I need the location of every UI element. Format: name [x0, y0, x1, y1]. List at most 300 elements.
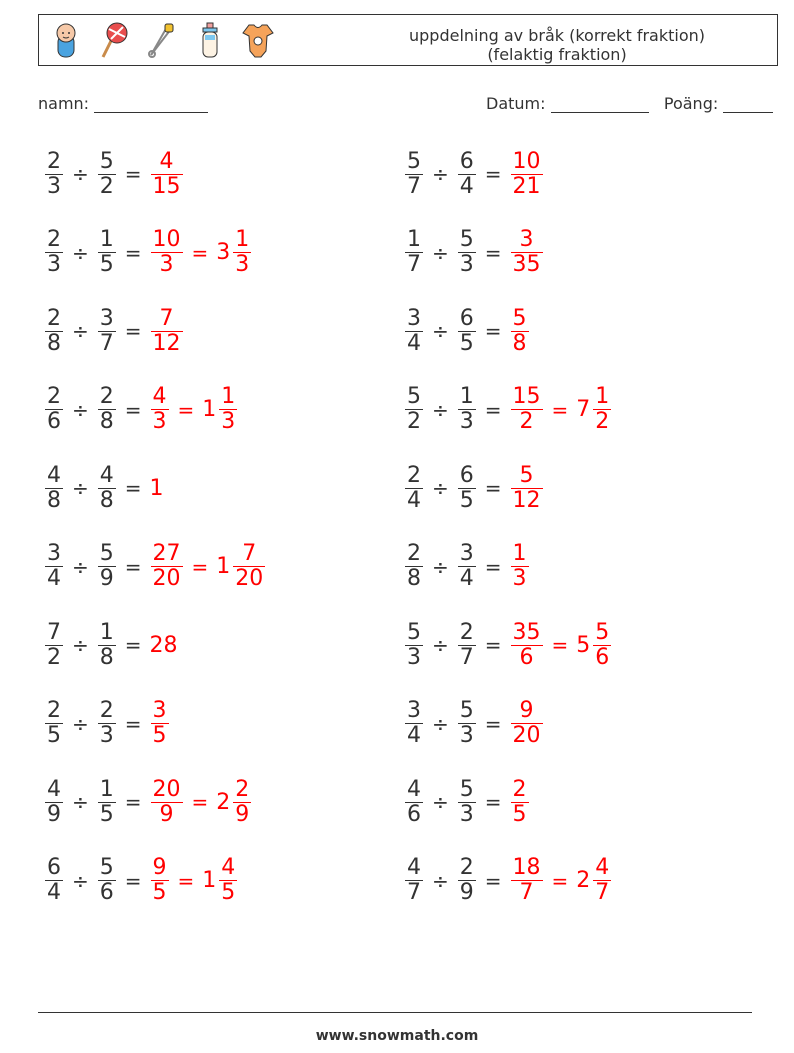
answer	[150, 385, 239, 434]
numerator: 5	[459, 227, 474, 252]
numerator: 3	[47, 541, 61, 566]
numerator: 5	[407, 619, 421, 645]
denominator: 5	[152, 880, 167, 905]
denominator: 6	[47, 409, 61, 434]
answer	[510, 542, 530, 591]
score-label: Poäng:	[663, 94, 719, 113]
denominator: 5	[99, 252, 114, 277]
dividend-fraction	[45, 464, 63, 513]
answer	[510, 778, 530, 827]
dividend-fraction	[45, 621, 63, 670]
divide-sign: ÷	[432, 711, 449, 736]
numerator: 3	[459, 541, 474, 566]
answer-whole: 28	[149, 632, 178, 658]
safety-pin-icon	[145, 21, 179, 59]
divisor-fraction	[458, 464, 476, 513]
divide-sign: ÷	[72, 397, 89, 422]
numerator: 5	[99, 541, 114, 566]
denominator: 5	[99, 801, 114, 827]
numerator: 5	[99, 855, 114, 880]
answer	[510, 228, 544, 277]
dividend-fraction	[405, 307, 423, 356]
dividend-fraction	[45, 385, 63, 434]
answer	[510, 621, 613, 670]
answer-fraction	[511, 621, 543, 670]
equals-sign: =	[124, 162, 142, 186]
denominator: 3	[99, 723, 114, 748]
answer	[150, 150, 184, 199]
score-line[interactable]	[723, 96, 773, 113]
answer-fraction	[511, 150, 543, 199]
dividend-fraction	[405, 385, 423, 434]
name-label: namn:	[38, 94, 90, 113]
divisor-fraction	[458, 542, 476, 591]
divisor-fraction	[458, 150, 476, 199]
numerator: 5	[407, 384, 421, 409]
denominator: 9	[47, 801, 61, 827]
answer	[150, 307, 184, 356]
footer-url: www.snowmath.com	[315, 1028, 479, 1044]
denominator: 7	[519, 880, 534, 905]
problem-row	[44, 770, 252, 834]
divide-sign: ÷	[432, 633, 449, 657]
denominator: 35	[512, 252, 541, 277]
mixed-fraction	[233, 778, 251, 827]
answer-fraction	[511, 699, 543, 748]
numerator: 3	[519, 227, 534, 252]
numerator: 4	[47, 462, 61, 488]
equals-sign: =	[124, 397, 142, 422]
divisor-fraction	[98, 856, 116, 905]
denominator: 3	[152, 409, 167, 434]
dividend-fraction	[405, 542, 423, 591]
denominator: 6	[407, 801, 421, 827]
numerator: 2	[99, 384, 114, 409]
numerator: 3	[407, 698, 421, 723]
denominator: 9	[459, 880, 474, 905]
divide-sign: ÷	[432, 554, 449, 579]
divisor-fraction	[458, 778, 476, 827]
numerator: 2	[47, 305, 61, 331]
denominator: 4	[407, 723, 421, 748]
denominator: 9	[99, 566, 114, 591]
denominator: 9	[235, 801, 250, 827]
answer	[150, 228, 253, 277]
divide-sign: ÷	[432, 319, 449, 343]
numerator: 2	[235, 776, 250, 802]
numerator: 35	[512, 619, 541, 645]
answer	[150, 856, 239, 905]
divide-sign: ÷	[72, 162, 89, 186]
answer	[510, 307, 530, 356]
answer-equals-sign: =	[551, 633, 569, 657]
denominator: 6	[595, 644, 610, 670]
numerator: 2	[47, 384, 61, 409]
answer	[150, 778, 253, 827]
answer-equals-sign: =	[177, 397, 195, 422]
denominator: 2	[99, 173, 114, 199]
numerator: 9	[152, 855, 167, 880]
problem-row	[404, 456, 544, 520]
answer-whole: 1	[149, 475, 164, 501]
divide-sign: ÷	[432, 868, 449, 893]
denominator: 3	[512, 566, 527, 591]
numerator: 2	[407, 541, 421, 566]
numerator: 15	[512, 384, 541, 409]
denominator: 5	[512, 801, 527, 827]
numerator: 7	[242, 541, 257, 566]
numerator: 1	[407, 227, 421, 252]
numerator: 7	[47, 619, 61, 645]
dividend-fraction	[45, 542, 63, 591]
divisor-fraction	[98, 699, 116, 748]
answer	[150, 476, 164, 501]
lollipop-icon	[97, 21, 131, 59]
denominator: 6	[99, 880, 114, 905]
denominator: 2	[519, 409, 534, 434]
numerator: 2	[47, 227, 61, 252]
date-field[interactable]	[486, 94, 773, 113]
divisor-fraction	[458, 856, 476, 905]
mixed-fraction	[219, 856, 237, 905]
numerator: 5	[407, 148, 421, 174]
denominator: 20	[235, 566, 264, 591]
divisor-fraction	[98, 307, 116, 356]
problem-row	[404, 770, 530, 834]
denominator: 8	[99, 644, 114, 670]
numerator: 5	[459, 776, 474, 802]
numerator: 1	[235, 227, 250, 252]
numerator: 2	[512, 776, 527, 802]
dividend-fraction	[45, 228, 63, 277]
numerator: 6	[459, 462, 474, 488]
numerator: 4	[407, 855, 421, 880]
numerator: 9	[519, 698, 534, 723]
answer-fraction	[151, 778, 183, 827]
denominator: 12	[152, 330, 181, 356]
numerator: 4	[159, 148, 174, 174]
answer-fraction	[151, 699, 169, 748]
equals-sign: =	[124, 868, 142, 893]
numerator: 2	[407, 462, 421, 488]
denominator: 3	[459, 723, 474, 748]
answer-fraction	[151, 542, 183, 591]
denominator: 3	[235, 252, 250, 277]
divide-sign: ÷	[72, 554, 89, 579]
date-line[interactable]	[551, 96, 649, 113]
divisor-fraction	[458, 228, 476, 277]
divide-sign: ÷	[72, 240, 89, 265]
dividend-fraction	[405, 699, 423, 748]
equals-sign: =	[484, 319, 502, 343]
answer-equals-sign: =	[551, 868, 569, 893]
answer-fraction	[511, 542, 529, 591]
answer	[510, 856, 613, 905]
denominator: 3	[407, 644, 421, 670]
equals-sign: =	[484, 397, 502, 422]
divisor-fraction	[458, 307, 476, 356]
mixed-whole: 1	[202, 397, 217, 422]
denominator: 8	[47, 487, 61, 513]
title-line-2: (felaktig fraktion)	[487, 45, 627, 64]
denominator: 2	[595, 409, 610, 434]
mixed-whole: 2	[576, 868, 591, 893]
divisor-fraction	[98, 150, 116, 199]
mixed-whole: 2	[216, 789, 231, 815]
problem-row	[404, 535, 530, 599]
numerator: 4	[595, 855, 610, 880]
numerator: 4	[407, 776, 421, 802]
numerator: 2	[47, 148, 61, 174]
problem-row	[404, 142, 544, 206]
denominator: 3	[221, 409, 236, 434]
problem-row	[404, 849, 612, 913]
worksheet-header	[38, 14, 778, 66]
answer	[510, 464, 544, 513]
title-line-1: uppdelning av bråk (korrekt fraktion)	[408, 26, 705, 45]
problem-row	[44, 849, 238, 913]
denominator: 15	[152, 173, 181, 199]
dividend-fraction	[45, 778, 63, 827]
numerator: 1	[99, 776, 114, 802]
numerator: 5	[512, 305, 527, 331]
equals-sign: =	[484, 240, 502, 265]
numerator: 3	[99, 305, 114, 331]
divisor-fraction	[98, 464, 116, 513]
denominator: 7	[99, 330, 114, 356]
numerator: 4	[99, 462, 114, 488]
denominator: 7	[407, 252, 421, 277]
denominator: 7	[407, 173, 421, 199]
problem-row	[44, 378, 238, 442]
denominator: 5	[459, 487, 474, 513]
denominator: 4	[407, 330, 421, 356]
denominator: 3	[47, 173, 61, 199]
denominator: 6	[519, 644, 534, 670]
divide-sign: ÷	[432, 397, 449, 422]
numerator: 3	[152, 698, 167, 723]
numerator: 2	[99, 698, 114, 723]
numerator: 3	[407, 305, 421, 331]
denominator: 8	[407, 566, 421, 591]
denominator: 9	[159, 801, 174, 827]
divide-sign: ÷	[432, 476, 449, 500]
denominator: 21	[512, 173, 541, 199]
equals-sign: =	[484, 162, 502, 186]
equals-sign: =	[484, 476, 502, 500]
denominator: 20	[152, 566, 181, 591]
denominator: 7	[595, 880, 610, 905]
answer-fraction	[511, 856, 543, 905]
problem-row	[44, 535, 266, 599]
denominator: 5	[221, 880, 236, 905]
denominator: 8	[99, 409, 114, 434]
denominator: 4	[407, 487, 421, 513]
answer-fraction	[151, 228, 183, 277]
denominator: 4	[459, 173, 474, 199]
numerator: 2	[459, 619, 474, 645]
denominator: 3	[47, 252, 61, 277]
denominator: 3	[459, 801, 474, 827]
mixed-whole: 3	[216, 240, 231, 265]
numerator: 18	[512, 855, 541, 880]
dividend-fraction	[405, 228, 423, 277]
denominator: 2	[47, 644, 61, 670]
date-label: Datum:	[486, 94, 546, 113]
baby-bottle-icon	[193, 21, 227, 59]
denominator: 3	[159, 252, 174, 277]
numerator: 4	[152, 384, 167, 409]
numerator: 6	[459, 148, 474, 174]
answer-fraction	[151, 150, 183, 199]
denominator: 5	[47, 723, 61, 748]
divisor-fraction	[98, 621, 116, 670]
denominator: 4	[47, 880, 61, 905]
answer-equals-sign: =	[551, 397, 569, 422]
problem-row	[44, 613, 178, 677]
answer-fraction	[511, 228, 543, 277]
divide-sign: ÷	[72, 868, 89, 893]
divide-sign: ÷	[72, 633, 89, 657]
problem-row	[404, 221, 544, 285]
equals-sign: =	[124, 711, 142, 736]
denominator: 4	[47, 566, 61, 591]
dividend-fraction	[45, 699, 63, 748]
answer	[150, 633, 178, 658]
answer-fraction	[151, 307, 183, 356]
dividend-fraction	[405, 150, 423, 199]
numerator: 6	[47, 855, 61, 880]
divisor-fraction	[98, 778, 116, 827]
divide-sign: ÷	[72, 790, 89, 814]
numerator: 10	[152, 227, 181, 252]
divisor-fraction	[98, 228, 116, 277]
divisor-fraction	[458, 699, 476, 748]
denominator: 8	[47, 330, 61, 356]
answer-fraction	[151, 385, 169, 434]
answer	[510, 699, 544, 748]
numerator: 4	[221, 855, 236, 880]
divisor-fraction	[458, 621, 476, 670]
answer-equals-sign: =	[191, 554, 209, 579]
numerator: 1	[459, 384, 474, 409]
answer	[510, 150, 544, 199]
name-field[interactable]	[38, 94, 208, 113]
answer	[510, 385, 613, 434]
equals-sign: =	[484, 554, 502, 579]
mixed-fraction	[233, 542, 265, 591]
name-line[interactable]	[94, 96, 208, 113]
dividend-fraction	[45, 307, 63, 356]
divisor-fraction	[98, 385, 116, 434]
denominator: 20	[512, 723, 541, 748]
equals-sign: =	[484, 633, 502, 657]
problem-row	[44, 692, 170, 756]
mixed-fraction	[593, 385, 611, 434]
answer-equals-sign: =	[191, 790, 209, 814]
denominator: 3	[459, 409, 474, 434]
denominator: 5	[459, 330, 474, 356]
equals-sign: =	[484, 711, 502, 736]
mixed-fraction	[593, 621, 611, 670]
equals-sign: =	[124, 476, 142, 500]
numerator: 10	[512, 148, 541, 174]
denominator: 8	[99, 487, 114, 513]
dividend-fraction	[405, 856, 423, 905]
answer-equals-sign: =	[177, 868, 195, 893]
divide-sign: ÷	[432, 790, 449, 814]
equals-sign: =	[124, 554, 142, 579]
mixed-whole: 1	[202, 868, 217, 893]
worksheet-title	[377, 26, 737, 64]
mixed-whole: 1	[216, 554, 231, 579]
numerator: 5	[459, 698, 474, 723]
bodysuit-icon	[241, 21, 275, 59]
answer-fraction	[511, 307, 529, 356]
answer-fraction	[511, 464, 543, 513]
divide-sign: ÷	[72, 711, 89, 736]
denominator: 5	[152, 723, 167, 748]
problem-row	[404, 692, 544, 756]
numerator: 5	[99, 148, 114, 174]
dividend-fraction	[405, 464, 423, 513]
answer-fraction	[511, 385, 543, 434]
numerator: 4	[47, 776, 61, 802]
equals-sign: =	[484, 790, 502, 814]
icon-row	[49, 21, 275, 59]
numerator: 7	[159, 305, 174, 331]
numerator: 2	[459, 855, 474, 880]
denominator: 8	[512, 330, 527, 356]
equals-sign: =	[124, 240, 142, 265]
problem-row	[44, 299, 184, 363]
equals-sign: =	[124, 790, 142, 814]
answer	[150, 542, 267, 591]
equals-sign: =	[484, 868, 502, 893]
answer-fraction	[151, 856, 169, 905]
problem-row	[404, 613, 612, 677]
denominator: 3	[459, 252, 474, 277]
numerator: 1	[99, 227, 114, 252]
denominator: 7	[407, 880, 421, 905]
dividend-fraction	[45, 150, 63, 199]
dividend-fraction	[45, 856, 63, 905]
equals-sign: =	[124, 319, 142, 343]
numerator: 1	[595, 384, 610, 409]
problem-row	[44, 142, 184, 206]
denominator: 7	[459, 644, 474, 670]
numerator: 6	[459, 305, 474, 331]
baby-icon	[49, 21, 83, 59]
numerator: 5	[519, 462, 534, 488]
equals-sign: =	[124, 633, 142, 657]
divisor-fraction	[458, 385, 476, 434]
divide-sign: ÷	[432, 240, 449, 265]
mixed-fraction	[593, 856, 611, 905]
mixed-fraction	[219, 385, 237, 434]
mixed-fraction	[233, 228, 251, 277]
problem-row	[404, 378, 612, 442]
mixed-whole: 5	[576, 632, 591, 658]
numerator: 5	[595, 619, 610, 645]
mixed-whole: 7	[576, 397, 591, 422]
problem-row	[44, 221, 252, 285]
numerator: 1	[512, 541, 527, 566]
divide-sign: ÷	[72, 476, 89, 500]
divisor-fraction	[98, 542, 116, 591]
problem-row	[404, 299, 530, 363]
divide-sign: ÷	[72, 319, 89, 343]
